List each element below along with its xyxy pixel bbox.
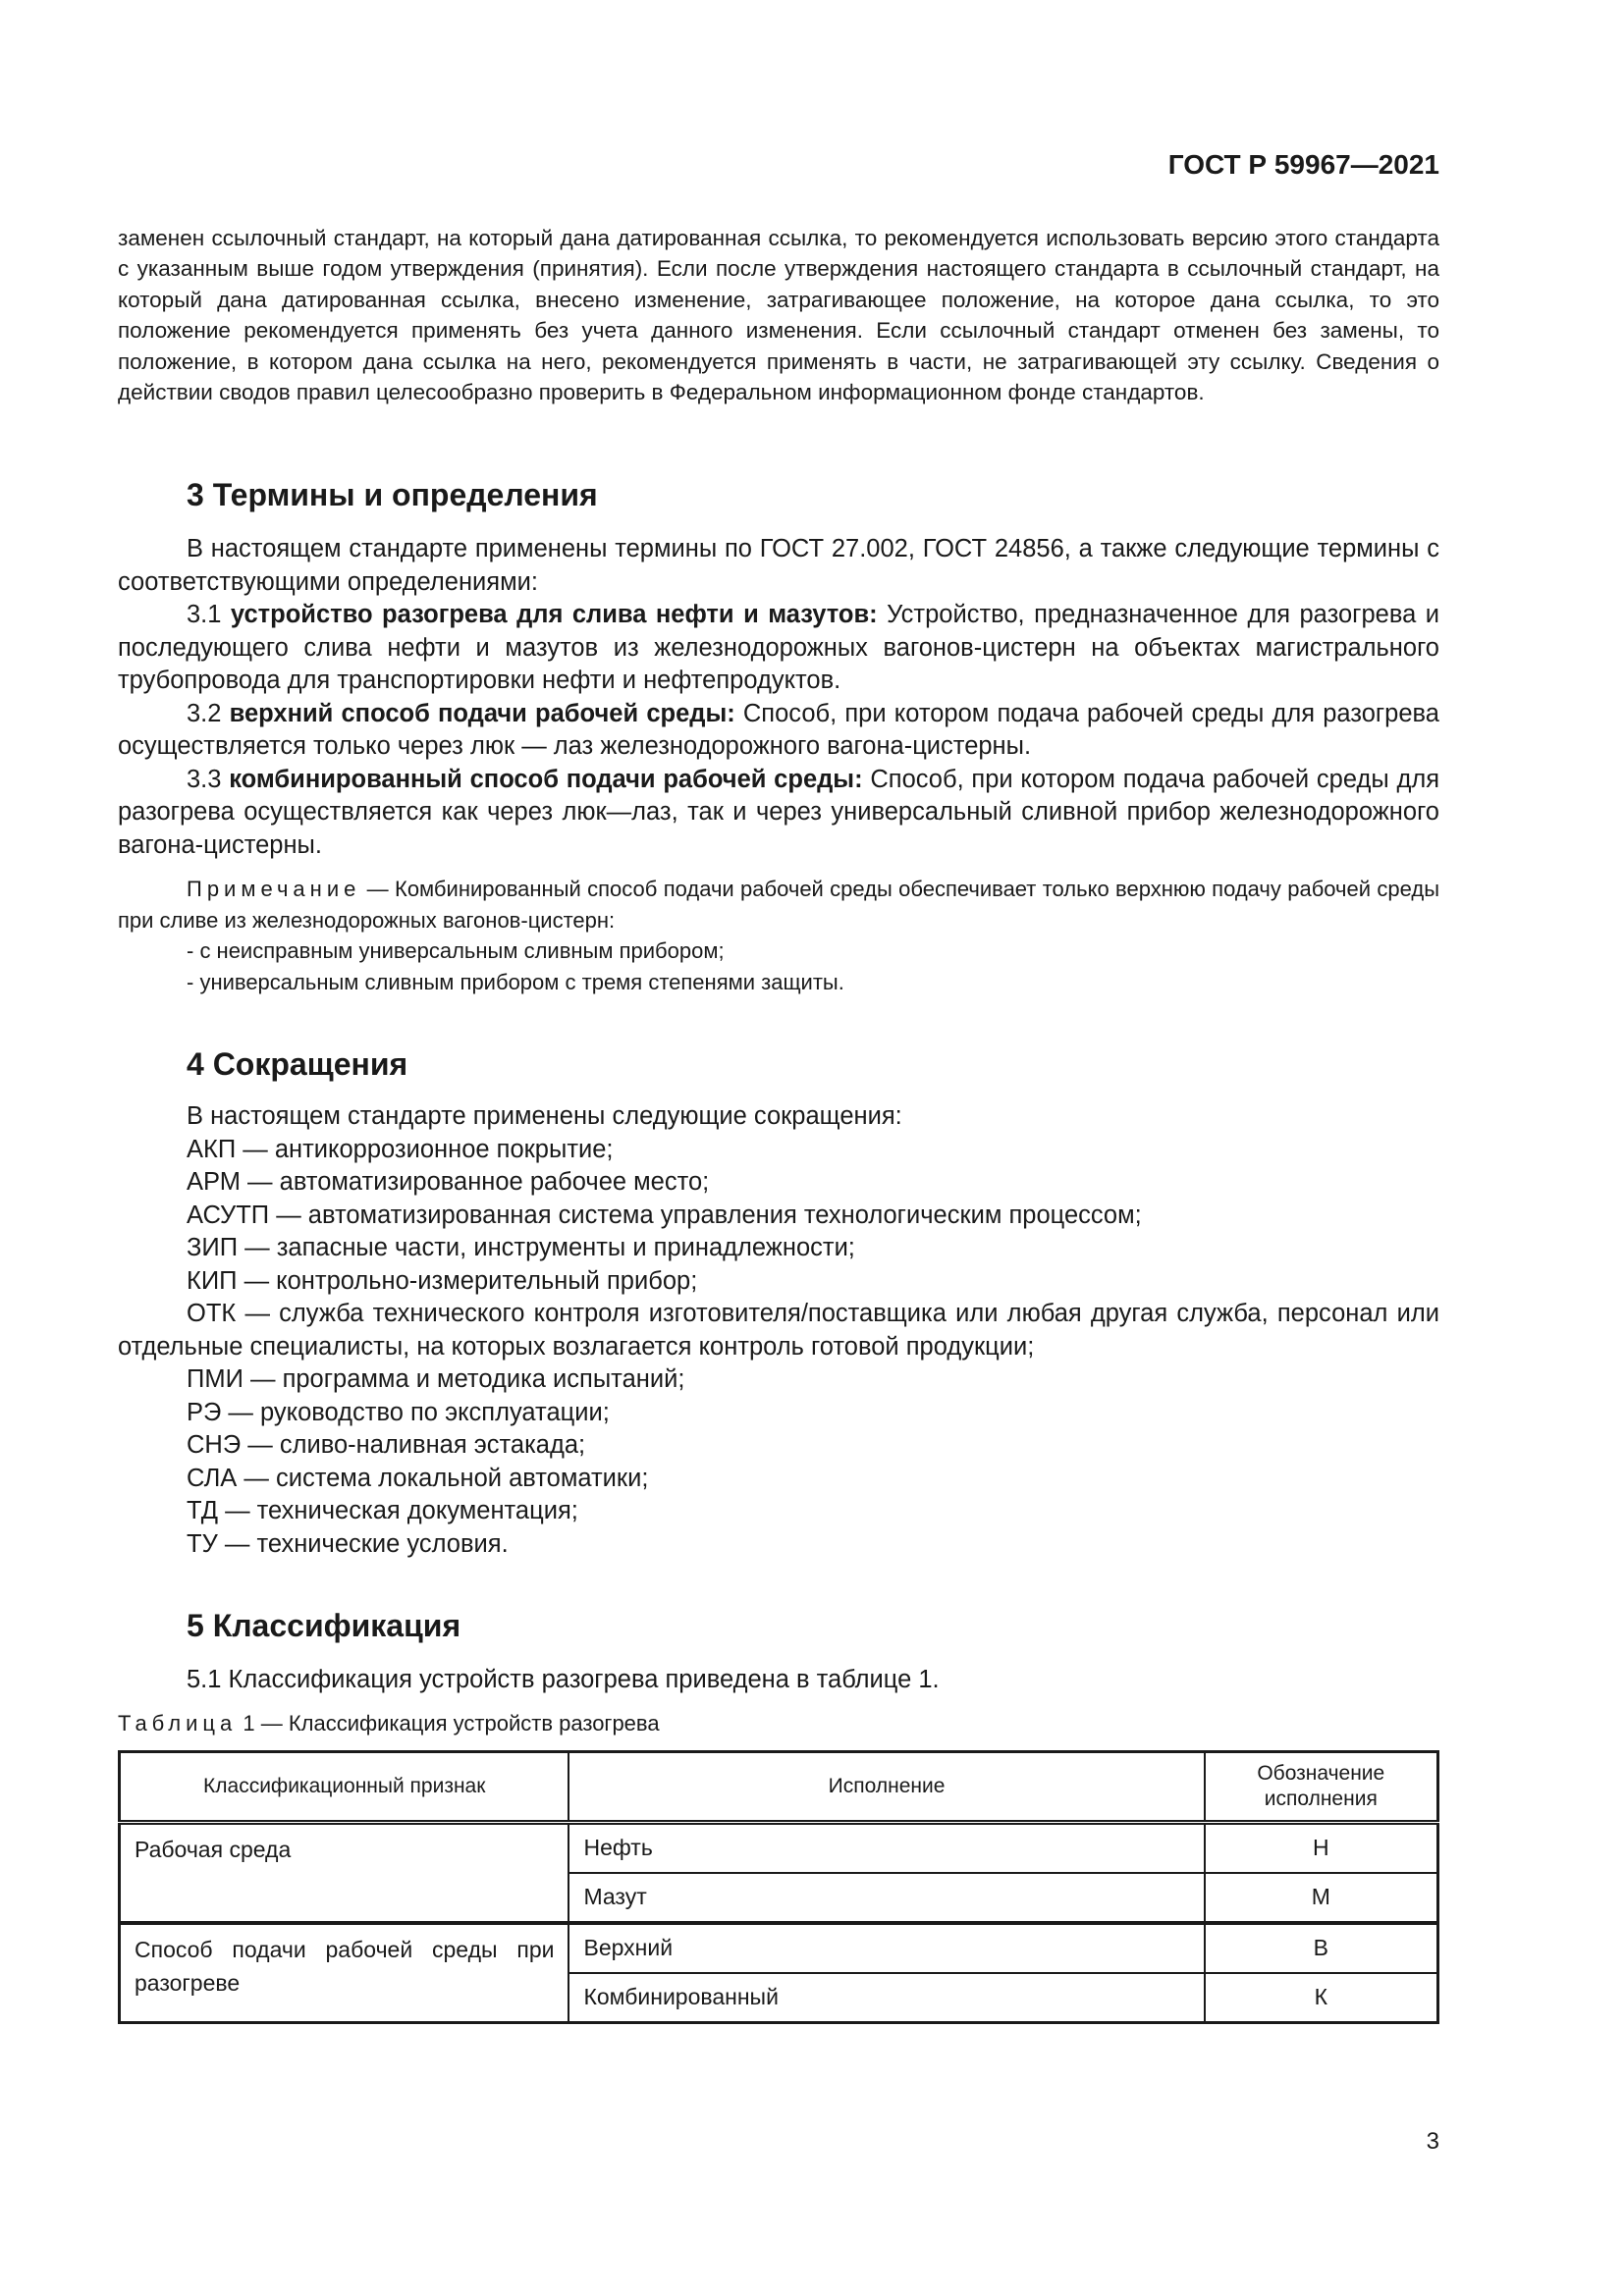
term-name: верхний способ подачи рабочей среды:: [229, 699, 735, 727]
page-number: 3: [1426, 2128, 1439, 2155]
term-definition: Способ, при котором подача рабочей среды для разогрева осуществляется как через люк—лаз, так и через универсальный сливной прибор железнодорожного вагона-цистерны.: [118, 765, 1440, 859]
table-row: [120, 1822, 1438, 1873]
abbreviation-item: АРМ — автоматизированное рабочее место;: [187, 1168, 710, 1196]
designation-cell: В: [1205, 1923, 1438, 1973]
note-label: Примечание: [187, 877, 361, 901]
abbreviation-item: ПМИ — программа и методика испытаний;: [187, 1365, 685, 1393]
intro-paragraph-block: [118, 223, 1439, 407]
term-definition: Способ, при котором подача рабочей среды для разогрева осуществляется только через люк — лаз железнодорожного вагона-цистерны.: [118, 699, 1439, 760]
table-caption: [118, 1711, 1439, 1736]
note-item: - универсальным сливным прибором с тремя степенями защиты.: [187, 969, 844, 994]
term-name: устройство разогрева для слива нефти и мазутов:: [230, 601, 878, 628]
table-caption-text: 1 — Классификация устройств разогрева: [237, 1710, 660, 1735]
abbreviation-item: ТД — техническая документация;: [187, 1497, 578, 1524]
intro-paragraph: заменен ссылочный стандарт, на который дана датированная ссылка, то рекомендуется использовать версию этого стандарта с указанным выше годом утверждения (принятия). Если после утверждения настоящего стандарта в ссылочный стандарт, на который дана датированная ссылка, внесено изменение, затрагивающее положение, на которое дана ссылка, то это положение рекомендуется применять без учета данного изменения. Если ссылочный стандарт отменен без замены, то положение, в котором дана ссылка на него, рекомендуется применять в части, не затрагивающей эту ссылку. Сведения о действии сводов правил целесообразно проверить в Федеральном информационном фонде стандартов.: [118, 226, 1439, 405]
term-num: 3.1: [187, 601, 231, 628]
table-header-row: [120, 1751, 1438, 1822]
term-3-3: [118, 764, 1439, 863]
section-3: [118, 477, 1439, 997]
designation-cell: М: [1205, 1873, 1438, 1923]
section-3-intro: В настоящем стандарте применены термины по ГОСТ 27.002, ГОСТ 24856, а также следующие термины с соответствующими определениями:: [118, 535, 1439, 596]
section-4: [118, 1046, 1439, 1561]
term-3-1: [118, 599, 1439, 698]
abbreviation-list: [118, 1134, 1439, 1562]
term-num: 3.2: [187, 699, 230, 727]
abbreviation-item: СЛА — система локальной автоматики;: [187, 1464, 649, 1492]
term-name: комбинированный способ подачи рабочей среды:: [229, 765, 863, 793]
document-header: ГОСТ Р 59967—2021: [1167, 149, 1439, 180]
section-3-title: 3 Термины и определения: [187, 477, 598, 512]
abbreviation-item: КИП — контрольно-измерительный прибор;: [187, 1266, 698, 1295]
section-5-title: 5 Классификация: [187, 1608, 461, 1643]
header-cell: Обозначение исполнения: [1205, 1751, 1438, 1822]
designation-cell: К: [1205, 1973, 1438, 2023]
header-cell: Исполнение: [568, 1751, 1204, 1822]
abbreviation-item: РЭ — руководство по эксплуатации;: [187, 1398, 610, 1426]
abbreviation-item: АСУТП — автоматизированная система управления технологическим процессом;: [187, 1201, 1142, 1229]
note: [118, 874, 1439, 935]
variant-cell: Нефть: [568, 1822, 1204, 1873]
feature-cell: Рабочая среда: [120, 1822, 569, 1923]
feature-cell: Способ подачи рабочей среды при разогреве: [120, 1923, 569, 2023]
table-row: [120, 1923, 1438, 1973]
note-text: — Комбинированный способ подачи рабочей среды обеспечивает только верхнюю подачу рабочей среды при сливе из железнодорожных вагонов-цистерн:: [118, 877, 1439, 933]
designation-cell: Н: [1205, 1822, 1438, 1873]
abbreviation-item: ЗИП — запасные части, инструменты и принадлежности;: [187, 1234, 855, 1261]
term-num: 3.3: [187, 765, 230, 793]
section-5-text: 5.1 Классификация устройств разогрева приведена в таблице 1.: [187, 1666, 940, 1693]
variant-cell: Мазут: [568, 1873, 1204, 1923]
abbreviation-item: АКП — антикоррозионное покрытие;: [187, 1135, 614, 1163]
table-caption-label: Таблица: [118, 1710, 238, 1735]
variant-cell: Верхний: [568, 1923, 1204, 1973]
abbreviation-item: ОТК — служба технического контроля изготовителя/поставщика или любая другая служба, персонал или отдельные специалисты, на которых возлагается контроль готовой продукции;: [118, 1300, 1439, 1361]
section-4-intro: В настоящем стандарте применены следующие сокращения:: [187, 1102, 902, 1130]
section-4-title: 4 Сокращения: [187, 1046, 408, 1082]
classification-table: [118, 1750, 1439, 2024]
term-3-2: [118, 698, 1439, 764]
term-definition: Устройство, предназначенное для разогрева и последующего слива нефти и мазутов из железнодорожных вагонов-цистерн на объектах магистрального трубопровода для транспортировки нефти и нефтепродуктов.: [118, 601, 1439, 694]
header-cell: Классификационный признак: [120, 1751, 569, 1822]
section-5: [118, 1608, 1439, 2024]
note-item: - с неисправным универсальным сливным прибором;: [187, 938, 725, 964]
abbreviation-item: СНЭ — сливо-наливная эстакада;: [187, 1431, 586, 1459]
variant-cell: Комбинированный: [568, 1973, 1204, 2023]
abbreviation-item: ТУ — технические условия.: [187, 1529, 509, 1558]
